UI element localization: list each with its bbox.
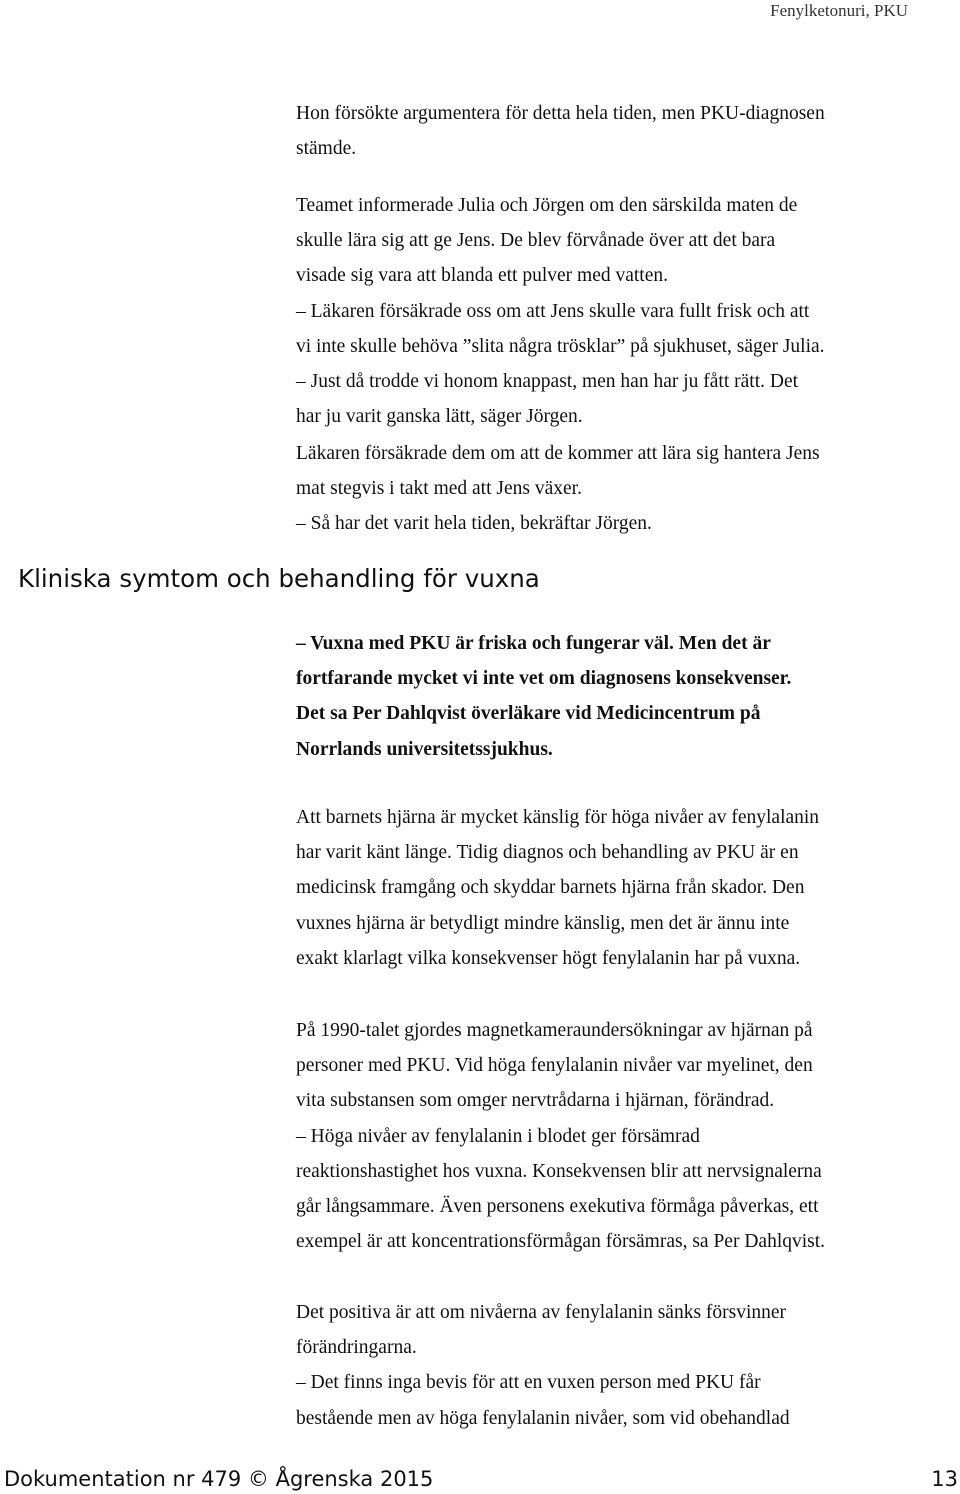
text-line: – Vuxna med PKU är friska och fungerar väl. Men det är (296, 633, 771, 654)
text-line: mat stegvis i takt med att Jens växer. (296, 478, 582, 500)
text-line: vita substansen som omger nervtrådarna i hjärnan, förändrad. (296, 1090, 775, 1112)
text-line: exempel är att koncentrationsförmågan försämras, sa Per Dahlqvist. (296, 1231, 826, 1253)
text-line: vi inte skulle behöva ”slita några trösklar” på sjukhuset, säger Julia. (296, 335, 825, 357)
text-line: – Höga nivåer av fenylalanin i blodet ger försämrad (296, 1125, 700, 1147)
text-line: exakt klarlagt vilka konsekvenser högt fenylalanin har på vuxna. (296, 947, 801, 969)
text-line: Läkaren försäkrade dem om att de kommer att lära sig hantera Jens (296, 443, 820, 464)
text-line: stämde. (296, 138, 357, 160)
text-line: Att barnets hjärna är mycket känslig för höga nivåer av fenylalanin (296, 807, 820, 828)
text-line: – Det finns inga bevis för att en vuxen person med PKU får (296, 1372, 761, 1394)
text-line: går långsammare. Även personens exekutiva förmåga påverkas, ett (296, 1196, 819, 1218)
text-line: Teamet informerade Julia och Jörgen om den särskilda maten de (296, 195, 798, 216)
text-line: – Så har det varit hela tiden, bekräftar Jörgen. (296, 513, 652, 535)
lead-paragraph (296, 626, 946, 767)
paragraph-team (296, 188, 946, 434)
text-line: vuxnes hjärna är betydligt mindre känslig, men det är ännu inte (296, 912, 790, 934)
text-line: reaktionshastighet hos vuxna. Konsekvensen blir att nervsignalerna (296, 1160, 822, 1182)
footer-documentation: Dokumentation nr 479 © Ågrenska 2015 (4, 1467, 434, 1491)
text-line: har varit känt länge. Tidig diagnos och behandling av PKU är en (296, 842, 799, 864)
text-line: Det sa Per Dahlqvist överläkare vid Medicincentrum på (296, 703, 761, 725)
paragraph-child-brain (296, 800, 946, 976)
paragraph-positive (296, 1295, 946, 1436)
text-line: Det positiva är att om nivåerna av fenylalanin sänks försvinner (296, 1302, 787, 1323)
text-line: bestående men av höga fenylalanin nivåer, som vid obehandlad (296, 1407, 790, 1429)
text-line: Hon försökte argumentera för detta hela tiden, men PKU-diagnosen (296, 103, 825, 124)
text-line: – Läkaren försäkrade oss om att Jens skulle vara fullt frisk och att (296, 300, 810, 322)
text-line: har ju varit ganska lätt, säger Jörgen. (296, 406, 583, 428)
text-line: fortfarande mycket vi inte vet om diagnosens konsekvenser. (296, 668, 792, 690)
page-number: 13 (931, 1467, 958, 1491)
paragraph-doctor (296, 436, 946, 542)
text-line: skulle lära sig att ge Jens. De blev förvånade över att det bara (296, 230, 776, 252)
paragraph-intro (296, 96, 946, 166)
paragraph-mri (296, 1013, 946, 1259)
text-line: visade sig vara att blanda ett pulver med vatten. (296, 265, 668, 287)
text-line: förändringarna. (296, 1337, 417, 1359)
text-line: personer med PKU. Vid höga fenylalanin nivåer var myelinet, den (296, 1055, 813, 1077)
text-line: medicinsk framgång och skyddar barnets hjärna från skador. Den (296, 877, 805, 899)
section-heading: Kliniska symtom och behandling för vuxna (18, 564, 540, 593)
text-line: På 1990-talet gjordes magnetkameraundersökningar av hjärnan på (296, 1020, 813, 1041)
running-header: Fenylketonuri, PKU (770, 1, 908, 20)
text-line: Norrlands universitetssjukhus. (296, 738, 553, 760)
text-line: – Just då trodde vi honom knappast, men han har ju fått rätt. Det (296, 371, 799, 393)
